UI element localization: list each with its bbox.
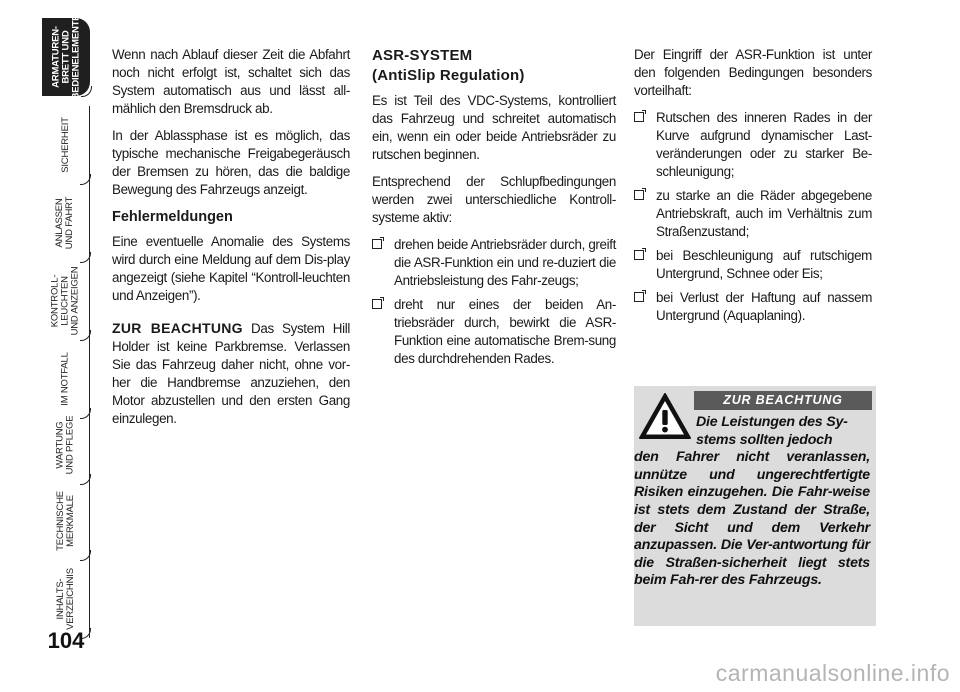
section-heading: Fehlermeldungen <box>112 209 233 225</box>
tab-label: WARTUNG UND PFLEGE <box>54 415 76 475</box>
tab-label: TECHNISCHE MERKMALE <box>54 491 76 551</box>
checkbox-icon <box>634 190 644 200</box>
paragraph: Es ist Teil des VDC-Systems, kontrolliert das Fahrzeug und schreitet automatisch ein, wenn ein oder beide Antriebsräder zu rutschen beginnen. <box>372 93 616 162</box>
paragraph: Wenn nach Ablauf dieser Zeit die Abfahrt noch nicht erfolgt ist, schaltet sich das System automatisch aus und lässt all-mählich den Bremsdruck ab. <box>112 47 350 116</box>
tab-anlassen[interactable] <box>42 184 90 262</box>
warning-lead-line: stems sollten jedoch <box>696 431 833 448</box>
column-2 <box>372 46 616 374</box>
tab-label: SICHERHEIT <box>59 117 71 173</box>
list-item-text: bei Verlust der Haftung auf nassem Untergrund (Aquaplaning). <box>656 290 872 323</box>
warning-body: den Fahrer nicht veranlassen, unnütze und ungerechtfertigte Risiken einzugehen. Die Fahr-weise ist stets dem Zustand der Straße, der Sicht und dem Verkehr anzupassen. Die Ver-antwortung für die Straßen-sicherheit liegt stets beim Fah-rer des Fahrzeugs. <box>634 449 870 589</box>
checkbox-list <box>634 109 872 325</box>
section-title <box>372 46 616 86</box>
note-text: Das System Hill Holder ist keine Parkbremse. Verlassen Sie das Fahrzeug daher nicht, ohne vor-her die Handbremse anzuziehen, den Motor abzustellen und den ersten Gang einzulegen. <box>112 321 350 426</box>
watermark: carmanualsonline.info <box>715 660 950 686</box>
column-3 <box>634 46 872 331</box>
tab-label: KONTROLL- LEUCHTEN UND ANZEIGEN <box>49 266 81 336</box>
section-title-line: ASR-SYSTEM <box>372 47 473 64</box>
page-number: 104 <box>47 628 85 653</box>
checkbox-icon <box>634 250 644 260</box>
tab-sicherheit[interactable] <box>42 106 90 184</box>
column-1 <box>112 46 350 437</box>
tab-label: ANLASSEN UND FAHRT <box>54 196 76 250</box>
section-title-line: (AntiSlip Regulation) <box>372 67 525 84</box>
list-item <box>372 296 616 368</box>
paragraph: Der Eingriff der ASR-Funktion ist unter den folgenden Bedingungen besonders vorteilhaft: <box>634 47 872 98</box>
list-item-text: bei Beschleunigung auf rutschigem Untergrund, Schnee oder Eis; <box>656 248 872 281</box>
paragraph: Eine eventuelle Anomalie des Systems wird durch eine Meldung auf dem Dis-play angezeigt (siehe Kapitel “Kontroll-leuchten und Anzeigen”). <box>112 234 350 303</box>
list-item-text: dreht nur eines der beiden An-triebsräder durch, bewirkt die ASR-Funktion eine automatische Brem-sung des durchdrehenden Rades. <box>394 297 616 366</box>
warning-badge: ZUR BEACHTUNG <box>694 391 872 410</box>
list-item-text: zu starke an die Räder abgegebene Antriebskraft, auch im Verhältnis zum Straßenzustand; <box>656 188 872 239</box>
paragraph: In der Ablassphase ist es möglich, das typische mechanische Freigabegeräusch der Bremsen zu hören, das die baldige Bewegung des Fahrzeugs anzeigt. <box>112 128 350 197</box>
note-lead: ZUR BEACHTUNG <box>112 320 243 336</box>
paragraph: Entsprechend der Schlupfbedingungen werden zwei unterschiedliche Kontroll-systeme aktiv: <box>372 174 616 225</box>
tab-wartung[interactable] <box>42 406 90 484</box>
list-item <box>634 289 872 325</box>
checkbox-icon <box>372 239 382 249</box>
checkbox-icon <box>634 112 644 122</box>
checkbox-list <box>372 236 616 368</box>
tab-technische-merkmale[interactable] <box>42 482 90 560</box>
tab-armaturenbrett[interactable] <box>42 14 90 100</box>
tab-label: INHALTS- VERZEICHNIS <box>54 568 76 630</box>
list-item <box>372 236 616 290</box>
tab-label: IM NOTFALL <box>59 352 71 406</box>
tab-kontrollleuchten[interactable] <box>42 262 90 340</box>
warning-box <box>634 386 876 626</box>
note-paragraph <box>112 319 350 428</box>
checkbox-icon <box>372 299 382 309</box>
warning-lead-line: Die Leistungen des Sy- <box>696 414 848 430</box>
tab-inhaltsverzeichnis[interactable] <box>42 560 90 638</box>
tab-label: ARMATUREN- BRETT UND BEDIENELEMENTE <box>50 14 82 100</box>
list-item-text: drehen beide Antriebsräder durch, greift die ASR-Funktion ein und re-duziert die Antriebsleistung des Fahr-zeugs; <box>394 237 616 288</box>
warning-text <box>634 414 870 590</box>
list-item <box>634 187 872 241</box>
list-item-text: Rutschen des inneren Rades in der Kurve aufgrund dynamischer Last-veränderungen oder zu starker Be-schleunigung; <box>656 110 872 179</box>
checkbox-icon <box>634 292 644 302</box>
list-item <box>634 109 872 181</box>
list-item <box>634 247 872 283</box>
